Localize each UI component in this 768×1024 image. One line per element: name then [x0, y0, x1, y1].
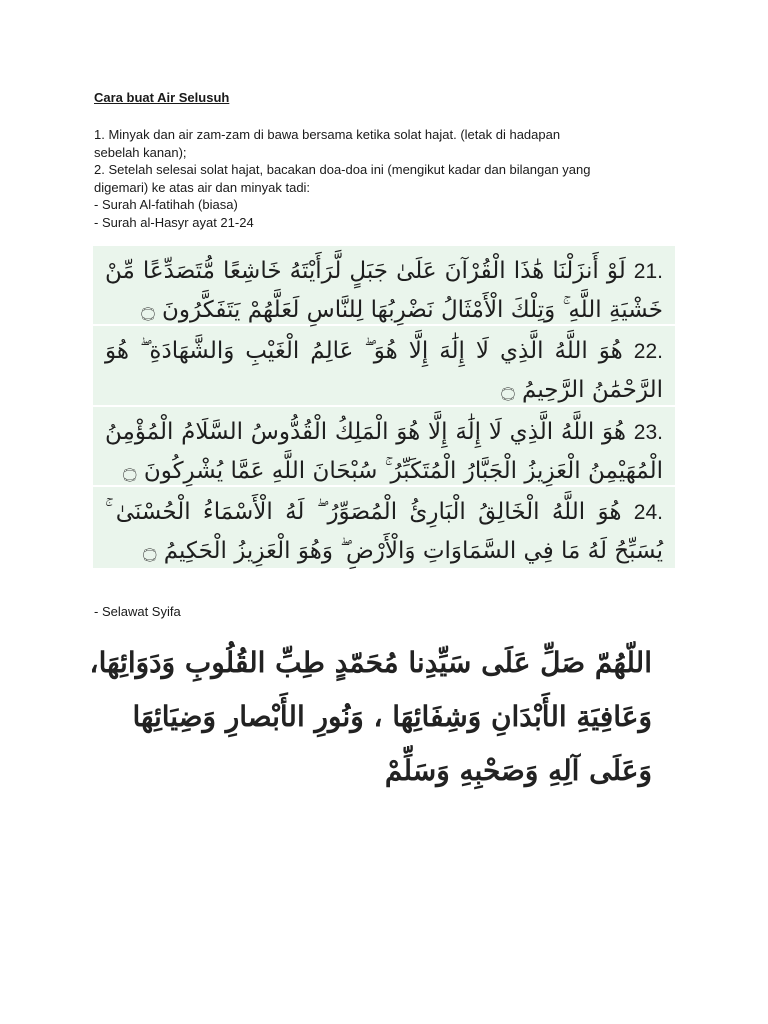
instruction-line: digemari) ke atas air dan minyak tadi: — [94, 179, 311, 195]
verse-text: هُوَ اللَّهُ الْخَالِقُ الْبَارِئُ الْمُصَوِّرُ ۖ لَهُ الْأَسْمَاءُ الْحُسْنَىٰ ۚ يُسَبِّحُ لَهُ مَا فِي السَّمَاوَاتِ وَالْأَرْضِ ۖ وَهُوَ الْعَزِيزُ الْحَكِيمُ ۝ — [105, 499, 663, 564]
verse-number: 24. — [633, 501, 663, 524]
selawat-line: وَعَافِيَةِ الأَبْدَانِ وَشِفَائِهَا ، وَنُورِ الأَبْصارِ وَضِيَائِهَا — [132, 700, 652, 733]
instruction-line: - Surah Al-fatihah (biasa) — [94, 197, 238, 212]
document-heading: Cara buat Air Selusuh — [94, 90, 230, 105]
verse-number: 21. — [633, 260, 663, 283]
instruction-line: 2. Setelah selesai solat hajat, bacakan doa-doa ini (mengikut kadar dan bilangan yang — [94, 162, 591, 177]
selawat-line: وَعَلَى آلِهِ وَصَحْبِهِ وَسَلِّمْ — [384, 754, 652, 787]
selawat-syifa-text — [89, 636, 652, 816]
instruction-line: 1. Minyak dan air zam-zam di bawa bersama ketika solat hajat. (letak di hadapan — [94, 127, 561, 142]
instruction-line: sebelah kanan); — [94, 144, 187, 160]
verse-22 — [93, 326, 675, 407]
quran-verses-block — [93, 246, 675, 568]
verse-number: 22. — [633, 340, 663, 363]
verse-number: 23. — [633, 421, 663, 444]
verse-24 — [93, 487, 675, 568]
verse-text: هُوَ اللَّهُ الَّذِي لَا إِلَٰهَ إِلَّا هُوَ الْمَلِكُ الْقُدُّوسُ السَّلَامُ الْمُؤْمِنُ الْمُهَيْمِنُ الْعَزِيزُ الْجَبَّارُ الْمُتَكَبِّرُ ۚ سُبْحَانَ اللَّهِ عَمَّا يُشْرِكُونَ ۝ — [105, 419, 663, 484]
verse-text: هُوَ اللَّهُ الَّذِي لَا إِلَٰهَ إِلَّا هُوَ ۖ عَالِمُ الْغَيْبِ وَالشَّهَادَةِ ۖ هُوَ الرَّحْمَٰنُ الرَّحِيمُ ۝ — [105, 338, 663, 403]
verse-text: لَوْ أَنزَلْنَا هَٰذَا الْقُرْآنَ عَلَىٰ جَبَلٍ لَّرَأَيْتَهُ خَاشِعًا مُّتَصَدِّعًا مِّنْ خَشْيَةِ اللَّهِ ۚ وَتِلْكَ الْأَمْثَالُ نَضْرِبُهَا لِلنَّاسِ لَعَلَّهُمْ يَتَفَكَّرُونَ ۝ — [105, 258, 663, 323]
verse-21 — [93, 246, 675, 326]
instructions-block — [94, 126, 694, 231]
instruction-line: - Surah al-Hasyr ayat 21-24 — [94, 214, 254, 230]
selawat-line: اللّهُمّ صَلِّ عَلَى سَيِّدِنا مُحَمّدٍ طِبِّ القُلُوبِ وَدَوَائِهَا، — [89, 646, 652, 679]
selawat-label: - Selawat Syifa — [94, 604, 181, 619]
verse-23 — [93, 407, 675, 487]
